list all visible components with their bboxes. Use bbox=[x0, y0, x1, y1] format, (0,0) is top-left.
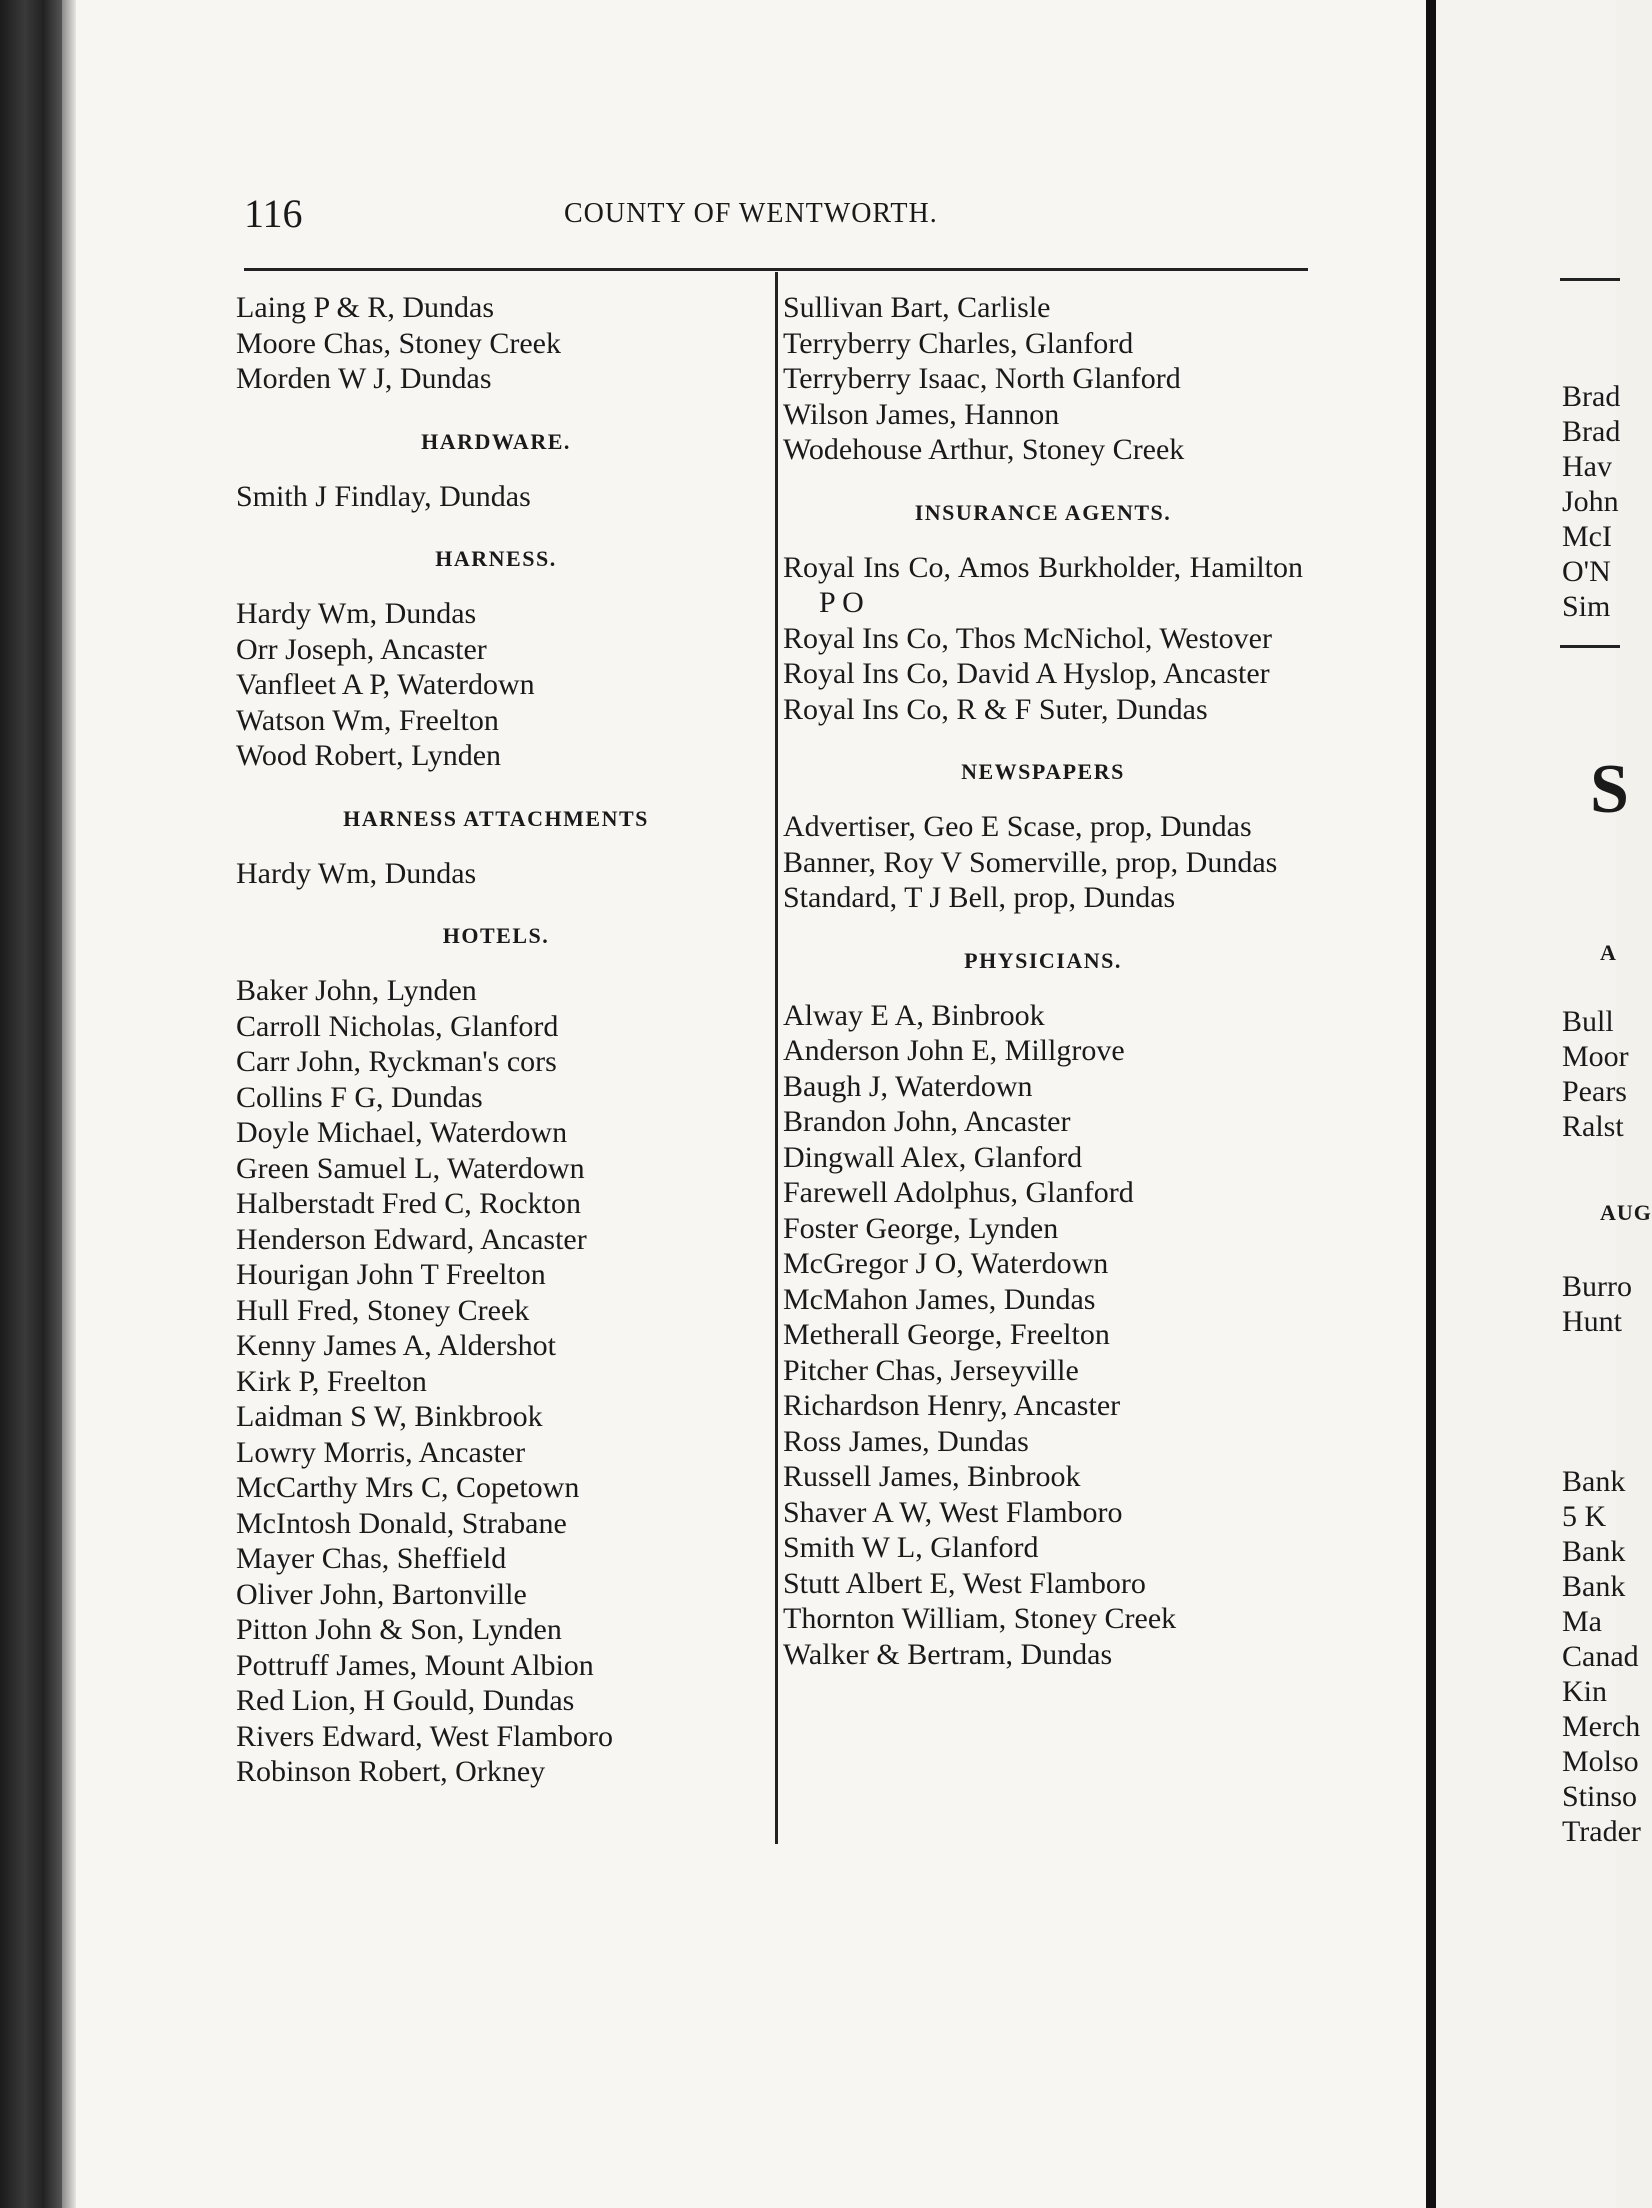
facing-page-rule bbox=[1560, 278, 1620, 281]
left-column bbox=[236, 290, 756, 1790]
directory-entry: Morden W J, Dundas bbox=[236, 362, 492, 395]
facing-page-line: Canad bbox=[1562, 1640, 1639, 1673]
section-heading: HOTELS. bbox=[442, 923, 550, 948]
directory-entry: Carr John, Ryckman's cors bbox=[236, 1045, 557, 1078]
running-title: COUNTY OF WENTWORTH. bbox=[564, 198, 938, 229]
directory-entry: Terryberry Charles, Glanford bbox=[783, 326, 1134, 360]
page-gutter bbox=[1426, 0, 1436, 2208]
directory-entry: Metherall George, Freelton bbox=[783, 1318, 1110, 1351]
right-column bbox=[783, 290, 1303, 1672]
directory-entry: Moore Chas, Stoney Creek bbox=[236, 326, 561, 360]
facing-page-line: Brad bbox=[1562, 380, 1621, 413]
directory-entry: Carroll Nicholas, Glanford bbox=[236, 1009, 559, 1043]
directory-entry: Shaver A W, West Flamboro bbox=[783, 1495, 1123, 1529]
directory-entry: Ross James, Dundas bbox=[783, 1424, 1029, 1458]
directory-entry: Brandon John, Ancaster bbox=[783, 1105, 1071, 1138]
section-heading: HARNESS ATTACHMENTS bbox=[343, 805, 649, 831]
directory-entry: McGregor J O, Waterdown bbox=[783, 1247, 1109, 1280]
section-heading: PHYSICIANS. bbox=[964, 947, 1122, 973]
directory-entry: Royal Ins Co, Thos McNichol, Westover bbox=[783, 621, 1272, 655]
directory-entry: Foster George, Lynden bbox=[783, 1211, 1059, 1245]
directory-entry: Collins F G, Dundas bbox=[236, 1080, 483, 1114]
section-heading: NEWSPAPERS bbox=[961, 759, 1125, 784]
section-heading: INSURANCE AGENTS. bbox=[914, 499, 1172, 525]
directory-entry: McMahon James, Dundas bbox=[783, 1282, 1096, 1316]
facing-page-line: John bbox=[1562, 485, 1619, 518]
directory-entry: Royal Ins Co, David A Hyslop, Ancaster bbox=[783, 657, 1270, 690]
directory-entry: Lowry Morris, Ancaster bbox=[236, 1435, 526, 1469]
directory-entry: Laidman S W, Binkbrook bbox=[236, 1400, 543, 1433]
facing-page-line: Sim bbox=[1562, 590, 1611, 623]
directory-entry: Halberstadt Fred C, Rockton bbox=[236, 1187, 581, 1220]
facing-page-line: O'N bbox=[1562, 555, 1611, 588]
directory-entry: Terryberry Isaac, North Glanford bbox=[783, 362, 1181, 395]
facing-page-line: Ma bbox=[1562, 1605, 1602, 1638]
header-rule bbox=[244, 268, 1308, 271]
facing-page-rule bbox=[1560, 645, 1620, 648]
facing-page-line: Bank bbox=[1562, 1570, 1626, 1603]
directory-entry: Richardson Henry, Ancaster bbox=[783, 1389, 1121, 1422]
directory-entry: Royal Ins Co, Amos Burkholder, Hamilton P O bbox=[783, 550, 1303, 619]
facing-page-line: Ralst bbox=[1562, 1110, 1624, 1143]
directory-entry: Stutt Albert E, West Flamboro bbox=[783, 1566, 1146, 1600]
facing-page-line: Burro bbox=[1562, 1270, 1632, 1303]
facing-page-line: Moor bbox=[1562, 1040, 1629, 1073]
directory-entry: Hourigan John T Freelton bbox=[236, 1258, 546, 1291]
directory-entry: Anderson John E, Millgrove bbox=[783, 1034, 1125, 1067]
directory-entry: Sullivan Bart, Carlisle bbox=[783, 291, 1051, 324]
facing-page-line: Trader bbox=[1562, 1815, 1641, 1848]
facing-page-line: Stinso bbox=[1562, 1780, 1638, 1813]
directory-entry: Dingwall Alex, Glanford bbox=[783, 1140, 1083, 1174]
directory-entry: Doyle Michael, Waterdown bbox=[236, 1116, 568, 1149]
directory-entry: Green Samuel L, Waterdown bbox=[236, 1151, 585, 1185]
facing-page-line: Hav bbox=[1562, 450, 1612, 483]
facing-page-heading: AUG bbox=[1600, 1200, 1652, 1225]
facing-page-line: Bank bbox=[1562, 1535, 1626, 1568]
facing-page-initial: S bbox=[1590, 751, 1629, 828]
directory-entry: Hull Fred, Stoney Creek bbox=[236, 1293, 530, 1327]
facing-page-line: Molso bbox=[1562, 1745, 1639, 1778]
binding-edge bbox=[62, 0, 76, 2208]
facing-page-line: Bank bbox=[1562, 1465, 1626, 1498]
directory-entry: Hardy Wm, Dundas bbox=[236, 597, 477, 630]
directory-entry: McIntosh Donald, Strabane bbox=[236, 1506, 567, 1540]
facing-page-line: Kin bbox=[1562, 1675, 1607, 1708]
facing-page-line: Merch bbox=[1562, 1710, 1641, 1743]
directory-entry: Wodehouse Arthur, Stoney Creek bbox=[783, 433, 1185, 466]
directory-entry: Standard, T J Bell, prop, Dundas bbox=[783, 881, 1176, 914]
directory-entry: Farewell Adolphus, Glanford bbox=[783, 1176, 1134, 1209]
directory-entry: Rivers Edward, West Flamboro bbox=[236, 1719, 613, 1753]
facing-page-line: Bull bbox=[1562, 1005, 1614, 1038]
directory-entry: Smith W L, Glanford bbox=[783, 1531, 1039, 1564]
directory-entry: Henderson Edward, Ancaster bbox=[236, 1222, 587, 1256]
directory-entry: Alway E A, Binbrook bbox=[783, 998, 1045, 1032]
directory-entry: Laing P & R, Dundas bbox=[236, 291, 495, 324]
facing-page-line: Hunt bbox=[1562, 1305, 1622, 1338]
page-header bbox=[244, 190, 1308, 250]
column-divider bbox=[775, 272, 778, 1844]
directory-entry: Walker & Bertram, Dundas bbox=[783, 1637, 1113, 1671]
directory-entry: Wood Robert, Lynden bbox=[236, 739, 502, 772]
directory-entry: Vanfleet A P, Waterdown bbox=[236, 668, 535, 701]
directory-entry: Kenny James A, Aldershot bbox=[236, 1329, 556, 1362]
directory-entry: Watson Wm, Freelton bbox=[236, 703, 499, 737]
directory-entry: McCarthy Mrs C, Copetown bbox=[236, 1471, 580, 1504]
directory-entry: Russell James, Binbrook bbox=[783, 1460, 1081, 1493]
facing-page-line: 5 K bbox=[1562, 1500, 1607, 1533]
directory-entry: Baugh J, Waterdown bbox=[783, 1069, 1033, 1103]
directory-entry: Red Lion, H Gould, Dundas bbox=[236, 1684, 575, 1717]
directory-entry: Pitcher Chas, Jerseyville bbox=[783, 1353, 1079, 1387]
facing-page-line: Pears bbox=[1562, 1075, 1627, 1108]
directory-entry: Kirk P, Freelton bbox=[236, 1364, 427, 1398]
directory-entry: Mayer Chas, Sheffield bbox=[236, 1542, 507, 1575]
directory-entry: Pottruff James, Mount Albion bbox=[236, 1648, 594, 1682]
directory-entry: Robinson Robert, Orkney bbox=[236, 1755, 546, 1788]
directory-entry: Advertiser, Geo E Scase, prop, Dundas bbox=[783, 810, 1252, 843]
directory-entry: Pitton John & Son, Lynden bbox=[236, 1613, 562, 1646]
section-heading: HARNESS. bbox=[435, 546, 557, 571]
directory-entry: Orr Joseph, Ancaster bbox=[236, 632, 487, 666]
book-binding bbox=[0, 0, 62, 2208]
directory-entry: Wilson James, Hannon bbox=[783, 397, 1060, 431]
section-heading: HARDWARE. bbox=[421, 428, 571, 454]
page-number: 116 bbox=[244, 191, 303, 236]
directory-entry: Banner, Roy V Somerville, prop, Dundas bbox=[783, 845, 1278, 879]
facing-page-line: McI bbox=[1562, 520, 1612, 553]
directory-entry: Thornton William, Stoney Creek bbox=[783, 1602, 1177, 1635]
directory-entry: Hardy Wm, Dundas bbox=[236, 856, 477, 890]
facing-page-line: Brad bbox=[1562, 415, 1621, 448]
directory-entry: Royal Ins Co, R & F Suter, Dundas bbox=[783, 692, 1208, 726]
directory-entry: Oliver John, Bartonville bbox=[236, 1577, 527, 1611]
facing-page-heading: A bbox=[1600, 940, 1617, 965]
directory-entry: Baker John, Lynden bbox=[236, 974, 477, 1007]
directory-entry: Smith J Findlay, Dundas bbox=[236, 479, 531, 513]
